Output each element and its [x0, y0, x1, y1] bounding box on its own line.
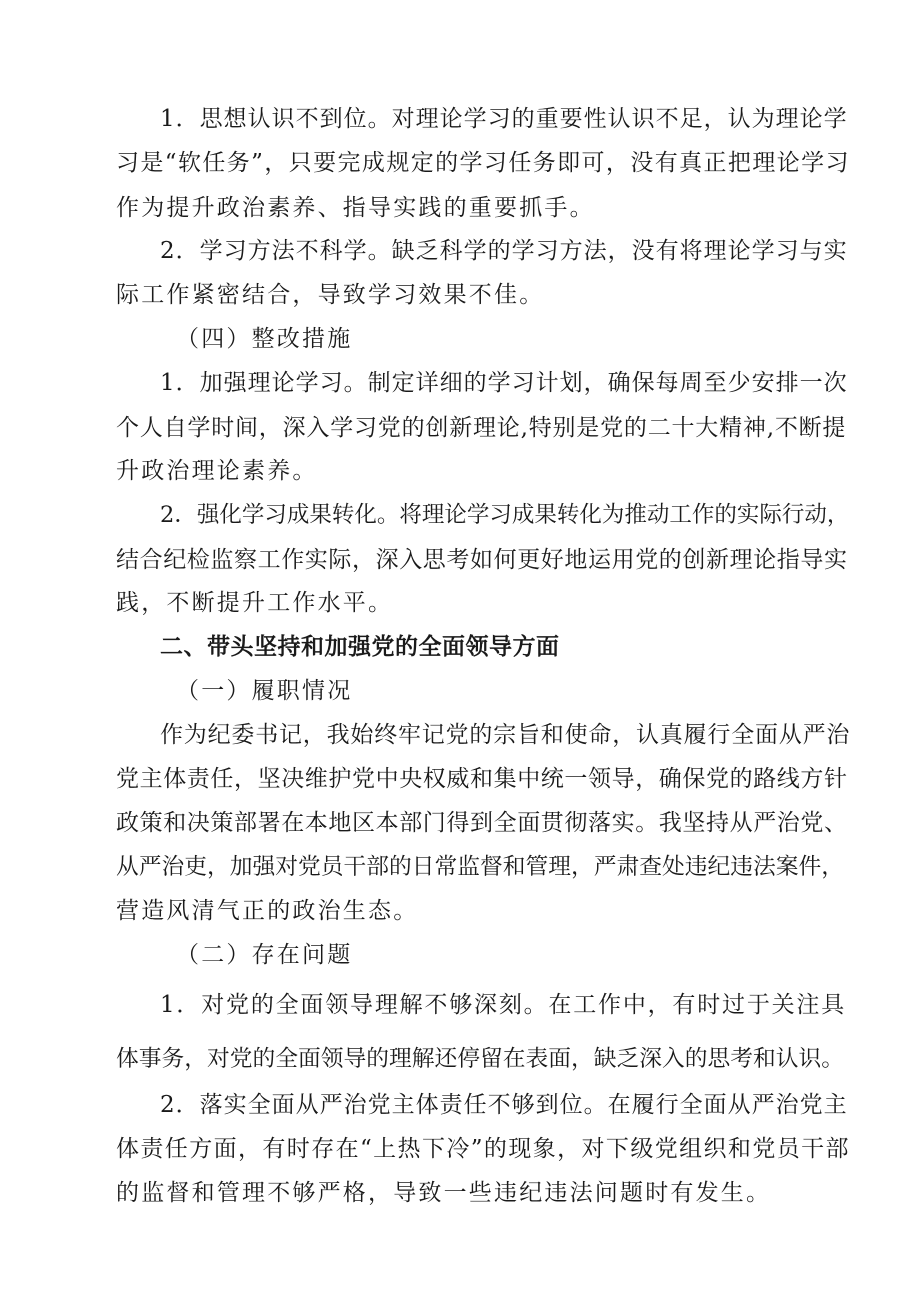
paragraph-line: 结合纪检监察工作实际，深入思考如何更好地运用党的创新理论指导实	[116, 547, 848, 573]
paragraph-line: 2．学习方法不科学。缺乏科学的学习方法，没有将理论学习与实	[160, 238, 848, 264]
paragraph-line: 作为提升政治素养、指导实践的重要抓手。	[116, 195, 595, 221]
paragraph-line: 个人自学时间，深入学习党的创新理论,特别是党的二十大精神,不断提	[116, 415, 847, 441]
paragraph-line: 1．对党的全面领导理解不够深刻。在工作中，有时过于关注具	[160, 992, 847, 1018]
paragraph-line: 的监督和管理不够严格，导致一些违纪违法问题时有发生。	[116, 1180, 772, 1206]
paragraph-line: 2．落实全面从严治党主体责任不够到位。在履行全面从严治党主	[160, 1092, 848, 1118]
paragraph-line: 升政治理论素养。	[116, 458, 318, 484]
paragraph-line: 1．加强理论学习。制定详细的学习计划，确保每周至少安排一次	[160, 370, 848, 396]
paragraph-line: 政策和决策部署在本地区本部门得到全面贯彻落实。我坚持从严治党、	[116, 810, 848, 836]
paragraph-line: 际工作紧密结合，导致学习效果不佳。	[116, 282, 545, 308]
paragraph-line: 2．强化学习成果转化。将理论学习成果转化为推动工作的实际行动，	[160, 502, 850, 528]
paragraph-line: 1．思想认识不到位。对理论学习的重要性认识不足，认为理论学	[160, 106, 848, 132]
section-subheading: （四）整改措施	[176, 326, 353, 352]
paragraph-line: 作为纪委书记，我始终牢记党的宗旨和使命，认真履行全面从严治	[160, 722, 851, 748]
paragraph-line: 体责任方面，有时存在“上热下冷”的现象，对下级党组织和党员干部	[116, 1136, 850, 1162]
paragraph-line: 践，不断提升工作水平。	[116, 590, 394, 616]
paragraph-line: 习是“软任务”，只要完成规定的学习任务即可，没有真正把理论学习	[116, 150, 850, 176]
section-subheading: （一）履职情况	[176, 678, 353, 704]
section-heading: 二、带头坚持和加强党的全面领导方面	[160, 634, 560, 660]
section-subheading: （二）存在问题	[176, 942, 353, 968]
paragraph-line: 体事务，对党的全面领导的理解还停留在表面，缺乏深入的思考和认识。	[116, 1046, 844, 1072]
paragraph-line: 从严治吏，加强对党员干部的日常监督和管理，严肃查处违纪违法案件，	[116, 854, 844, 880]
paragraph-line: 党主体责任，坚决维护党中央权威和集中统一领导，确保党的路线方针	[116, 766, 848, 792]
paragraph-line: 营造风清气正的政治生态。	[116, 898, 419, 924]
